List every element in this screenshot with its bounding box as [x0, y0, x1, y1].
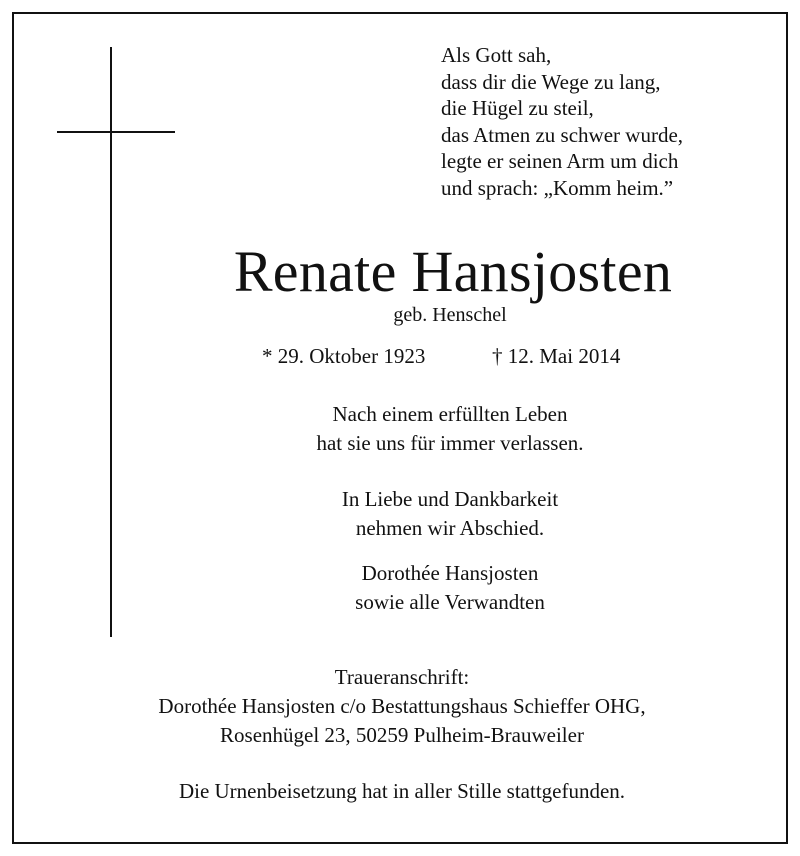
poem	[441, 42, 771, 201]
mourner-line: Dorothée Hansjosten	[361, 561, 539, 585]
footer-note: Die Urnenbeisetzung hat in aller Stille stattgefunden.	[178, 779, 626, 803]
address-block	[2, 663, 800, 750]
message-block	[50, 400, 800, 458]
poem-line: dass dir die Wege zu lang,	[441, 69, 661, 94]
death-date: † 12. Mai 2014	[492, 344, 621, 368]
poem-line: Als Gott sah,	[441, 43, 552, 67]
poem-line: das Atmen zu schwer wurde,	[441, 122, 684, 147]
cross-vertical-bar	[110, 47, 112, 637]
address-line: Dorothée Hansjosten c/o Bestattungshaus Schieffer OHG,	[158, 694, 646, 718]
cross-horizontal-bar	[57, 131, 175, 133]
farewell-line: nehmen wir Abschied.	[355, 516, 545, 540]
poem-line: und sprach: „Komm heim.”	[441, 175, 674, 200]
address-line: Rosenhügel 23, 50259 Pulheim-Brauweiler	[220, 723, 584, 747]
message-line: hat sie uns für immer verlassen.	[316, 431, 584, 455]
birth-date: * 29. Oktober 1923	[262, 344, 426, 368]
poem-line: legte er seinen Arm um dich	[441, 149, 679, 173]
mourner-line: sowie alle Verwandten	[355, 590, 545, 614]
farewell-block	[50, 485, 800, 543]
mourners-block	[50, 559, 800, 617]
deceased-name: Renate Hansjosten	[233, 239, 673, 304]
poem-line: die Hügel zu steil,	[441, 96, 594, 120]
message-line: Nach einem erfüllten Leben	[332, 402, 568, 426]
farewell-line: In Liebe und Dankbarkeit	[341, 487, 559, 511]
address-heading: Traueranschrift:	[334, 665, 470, 689]
maiden-name: geb. Henschel	[393, 304, 507, 326]
